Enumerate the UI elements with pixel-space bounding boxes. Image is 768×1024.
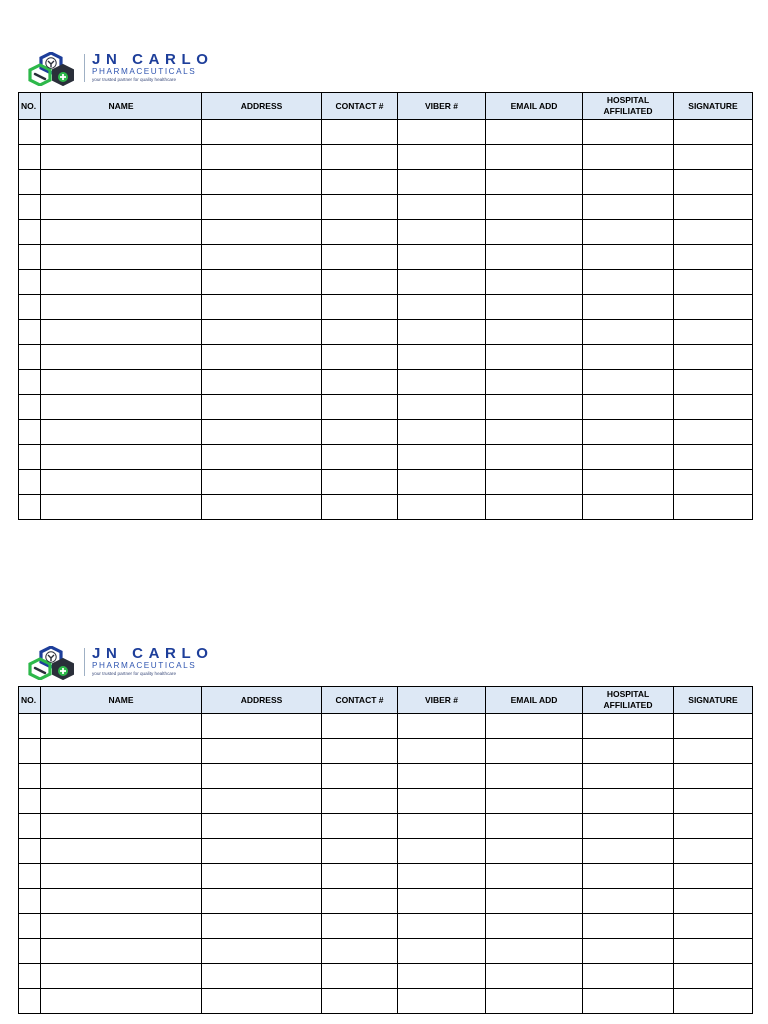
table-row <box>19 145 753 170</box>
cell-name[interactable] <box>41 739 202 764</box>
cell-signature[interactable] <box>674 864 753 889</box>
column-header-contact: CONTACT # <box>322 93 398 120</box>
cell-no[interactable] <box>19 220 41 245</box>
cell-address[interactable] <box>202 864 322 889</box>
cell-hospital[interactable] <box>583 395 674 420</box>
cell-name[interactable] <box>41 445 202 470</box>
column-header-viber: VIBER # <box>398 93 486 120</box>
column-header-address: ADDRESS <box>202 687 322 714</box>
cell-address[interactable] <box>202 245 322 270</box>
cell-no[interactable] <box>19 889 41 914</box>
table-row <box>19 789 753 814</box>
cell-signature[interactable] <box>674 789 753 814</box>
cell-signature[interactable] <box>674 939 753 964</box>
column-header-name: NAME <box>41 93 202 120</box>
cell-signature[interactable] <box>674 295 753 320</box>
cell-contact[interactable] <box>322 370 398 395</box>
cell-no[interactable] <box>19 814 41 839</box>
cell-signature[interactable] <box>674 964 753 989</box>
cell-address[interactable] <box>202 120 322 145</box>
cell-signature[interactable] <box>674 914 753 939</box>
attendance-table <box>18 92 753 520</box>
column-header-no: NO. <box>19 93 41 120</box>
logo-divider <box>84 54 85 82</box>
column-header-viber: VIBER # <box>398 687 486 714</box>
cell-viber[interactable] <box>398 445 486 470</box>
cell-viber[interactable] <box>398 295 486 320</box>
table-row <box>19 839 753 864</box>
cell-name[interactable] <box>41 964 202 989</box>
cell-hospital[interactable] <box>583 839 674 864</box>
table-row <box>19 195 753 220</box>
cell-hospital[interactable] <box>583 445 674 470</box>
cell-viber[interactable] <box>398 964 486 989</box>
cell-address[interactable] <box>202 220 322 245</box>
cell-viber[interactable] <box>398 170 486 195</box>
cell-contact[interactable] <box>322 739 398 764</box>
cell-email[interactable] <box>486 320 583 345</box>
cell-hospital[interactable] <box>583 220 674 245</box>
cell-name[interactable] <box>41 345 202 370</box>
cell-email[interactable] <box>486 220 583 245</box>
cell-contact[interactable] <box>322 989 398 1014</box>
table-row <box>19 270 753 295</box>
cell-viber[interactable] <box>398 739 486 764</box>
cell-signature[interactable] <box>674 220 753 245</box>
cell-viber[interactable] <box>398 864 486 889</box>
cell-no[interactable] <box>19 839 41 864</box>
table-row <box>19 170 753 195</box>
table-row <box>19 964 753 989</box>
cell-address[interactable] <box>202 739 322 764</box>
cell-viber[interactable] <box>398 764 486 789</box>
cell-signature[interactable] <box>674 320 753 345</box>
cell-name[interactable] <box>41 764 202 789</box>
attendance-table <box>18 686 753 1014</box>
table-row <box>19 989 753 1014</box>
cell-no[interactable] <box>19 270 41 295</box>
cell-name[interactable] <box>41 814 202 839</box>
table-body <box>19 120 753 520</box>
cell-contact[interactable] <box>322 270 398 295</box>
cell-signature[interactable] <box>674 120 753 145</box>
cell-contact[interactable] <box>322 395 398 420</box>
cell-address[interactable] <box>202 195 322 220</box>
table-row <box>19 495 753 520</box>
column-header-no: NO. <box>19 687 41 714</box>
cell-contact[interactable] <box>322 120 398 145</box>
cell-contact[interactable] <box>322 195 398 220</box>
cell-address[interactable] <box>202 939 322 964</box>
cell-email[interactable] <box>486 245 583 270</box>
cell-signature[interactable] <box>674 989 753 1014</box>
cell-no[interactable] <box>19 939 41 964</box>
cell-no[interactable] <box>19 495 41 520</box>
cell-name[interactable] <box>41 939 202 964</box>
cell-email[interactable] <box>486 345 583 370</box>
cell-signature[interactable] <box>674 714 753 739</box>
cell-no[interactable] <box>19 170 41 195</box>
cell-email[interactable] <box>486 789 583 814</box>
cell-viber[interactable] <box>398 120 486 145</box>
table-row <box>19 764 753 789</box>
cell-hospital[interactable] <box>583 170 674 195</box>
cell-address[interactable] <box>202 170 322 195</box>
column-header-signature: SIGNATURE <box>674 687 753 714</box>
cell-viber[interactable] <box>398 914 486 939</box>
cell-no[interactable] <box>19 989 41 1014</box>
cell-address[interactable] <box>202 789 322 814</box>
cell-signature[interactable] <box>674 470 753 495</box>
table-row <box>19 345 753 370</box>
column-header-name: NAME <box>41 687 202 714</box>
cell-signature[interactable] <box>674 145 753 170</box>
cell-no[interactable] <box>19 145 41 170</box>
company-tagline: your trusted partner for quality healthcare <box>92 76 177 82</box>
cell-contact[interactable] <box>322 420 398 445</box>
cell-address[interactable] <box>202 914 322 939</box>
company-division: PHARMACEUTICALS <box>92 67 197 76</box>
cell-hospital[interactable] <box>583 495 674 520</box>
cell-email[interactable] <box>486 889 583 914</box>
cell-name[interactable] <box>41 120 202 145</box>
cell-name[interactable] <box>41 245 202 270</box>
table-row <box>19 395 753 420</box>
cell-no[interactable] <box>19 864 41 889</box>
column-header-email: EMAIL ADD <box>486 687 583 714</box>
cell-viber[interactable] <box>398 145 486 170</box>
cell-viber[interactable] <box>398 320 486 345</box>
cell-contact[interactable] <box>322 145 398 170</box>
cell-viber[interactable] <box>398 245 486 270</box>
cell-no[interactable] <box>19 320 41 345</box>
cell-address[interactable] <box>202 989 322 1014</box>
cell-no[interactable] <box>19 764 41 789</box>
cell-hospital[interactable] <box>583 939 674 964</box>
cell-viber[interactable] <box>398 370 486 395</box>
cell-address[interactable] <box>202 345 322 370</box>
cell-name[interactable] <box>41 170 202 195</box>
cell-address[interactable] <box>202 714 322 739</box>
cell-contact[interactable] <box>322 170 398 195</box>
cell-email[interactable] <box>486 939 583 964</box>
cell-email[interactable] <box>486 420 583 445</box>
cell-address[interactable] <box>202 470 322 495</box>
cell-contact[interactable] <box>322 864 398 889</box>
cell-contact[interactable] <box>322 320 398 345</box>
cell-address[interactable] <box>202 270 322 295</box>
cell-no[interactable] <box>19 914 41 939</box>
table-row <box>19 420 753 445</box>
table-row <box>19 864 753 889</box>
cell-address[interactable] <box>202 395 322 420</box>
company-tagline: your trusted partner for quality healthcare <box>92 670 177 676</box>
cell-viber[interactable] <box>398 889 486 914</box>
cell-name[interactable] <box>41 145 202 170</box>
table-row <box>19 445 753 470</box>
cell-signature[interactable] <box>674 445 753 470</box>
cell-address[interactable] <box>202 370 322 395</box>
cell-contact[interactable] <box>322 839 398 864</box>
cell-hospital[interactable] <box>583 989 674 1014</box>
cell-viber[interactable] <box>398 789 486 814</box>
table-row <box>19 245 753 270</box>
cell-no[interactable] <box>19 964 41 989</box>
cell-contact[interactable] <box>322 889 398 914</box>
cell-viber[interactable] <box>398 270 486 295</box>
cell-hospital[interactable] <box>583 964 674 989</box>
cell-name[interactable] <box>41 195 202 220</box>
cell-name[interactable] <box>41 914 202 939</box>
column-header-contact: CONTACT # <box>322 687 398 714</box>
cell-address[interactable] <box>202 964 322 989</box>
cell-address[interactable] <box>202 295 322 320</box>
cell-signature[interactable] <box>674 495 753 520</box>
table-row <box>19 120 753 145</box>
cell-no[interactable] <box>19 470 41 495</box>
cell-contact[interactable] <box>322 495 398 520</box>
cell-hospital[interactable] <box>583 889 674 914</box>
cell-email[interactable] <box>486 839 583 864</box>
cell-signature[interactable] <box>674 814 753 839</box>
cell-hospital[interactable] <box>583 864 674 889</box>
cell-address[interactable] <box>202 445 322 470</box>
column-header-signature: SIGNATURE <box>674 93 753 120</box>
cell-email[interactable] <box>486 989 583 1014</box>
column-header-hospital: HOSPITAL AFFILIATED <box>583 687 674 714</box>
cell-hospital[interactable] <box>583 345 674 370</box>
cell-no[interactable] <box>19 445 41 470</box>
cell-hospital[interactable] <box>583 739 674 764</box>
cell-address[interactable] <box>202 495 322 520</box>
company-logo <box>26 50 226 90</box>
cell-email[interactable] <box>486 295 583 320</box>
hexagon-cluster-logo-icon <box>26 52 82 86</box>
cell-signature[interactable] <box>674 270 753 295</box>
cell-name[interactable] <box>41 220 202 245</box>
cell-no[interactable] <box>19 714 41 739</box>
cell-no[interactable] <box>19 395 41 420</box>
cell-name[interactable] <box>41 864 202 889</box>
cell-viber[interactable] <box>398 714 486 739</box>
cell-no[interactable] <box>19 789 41 814</box>
cell-contact[interactable] <box>322 939 398 964</box>
cell-hospital[interactable] <box>583 295 674 320</box>
cell-hospital[interactable] <box>583 914 674 939</box>
table-row <box>19 320 753 345</box>
cell-viber[interactable] <box>398 814 486 839</box>
cell-name[interactable] <box>41 889 202 914</box>
cell-viber[interactable] <box>398 939 486 964</box>
cell-name[interactable] <box>41 295 202 320</box>
table-row <box>19 914 753 939</box>
table-row <box>19 470 753 495</box>
cell-contact[interactable] <box>322 445 398 470</box>
cell-no[interactable] <box>19 739 41 764</box>
cell-viber[interactable] <box>398 345 486 370</box>
cell-name[interactable] <box>41 989 202 1014</box>
cell-signature[interactable] <box>674 395 753 420</box>
cell-hospital[interactable] <box>583 420 674 445</box>
cell-email[interactable] <box>486 395 583 420</box>
cell-viber[interactable] <box>398 220 486 245</box>
cell-no[interactable] <box>19 345 41 370</box>
table-row <box>19 295 753 320</box>
cell-contact[interactable] <box>322 964 398 989</box>
cell-email[interactable] <box>486 864 583 889</box>
cell-email[interactable] <box>486 270 583 295</box>
cell-hospital[interactable] <box>583 270 674 295</box>
cell-name[interactable] <box>41 420 202 445</box>
cell-hospital[interactable] <box>583 470 674 495</box>
cell-signature[interactable] <box>674 370 753 395</box>
column-header-hospital: HOSPITAL AFFILIATED <box>583 93 674 120</box>
cell-viber[interactable] <box>398 395 486 420</box>
cell-hospital[interactable] <box>583 764 674 789</box>
cell-name[interactable] <box>41 495 202 520</box>
cell-email[interactable] <box>486 120 583 145</box>
cell-hospital[interactable] <box>583 320 674 345</box>
table-body <box>19 714 753 1014</box>
cell-hospital[interactable] <box>583 714 674 739</box>
cell-name[interactable] <box>41 320 202 345</box>
cell-hospital[interactable] <box>583 370 674 395</box>
table-row <box>19 814 753 839</box>
cell-signature[interactable] <box>674 889 753 914</box>
cell-contact[interactable] <box>322 295 398 320</box>
cell-address[interactable] <box>202 764 322 789</box>
cell-email[interactable] <box>486 370 583 395</box>
cell-contact[interactable] <box>322 714 398 739</box>
cell-signature[interactable] <box>674 420 753 445</box>
cell-name[interactable] <box>41 714 202 739</box>
cell-email[interactable] <box>486 445 583 470</box>
cell-email[interactable] <box>486 495 583 520</box>
cell-no[interactable] <box>19 370 41 395</box>
cell-address[interactable] <box>202 320 322 345</box>
cell-signature[interactable] <box>674 245 753 270</box>
cell-hospital[interactable] <box>583 195 674 220</box>
cell-hospital[interactable] <box>583 789 674 814</box>
cell-contact[interactable] <box>322 470 398 495</box>
cell-contact[interactable] <box>322 345 398 370</box>
cell-no[interactable] <box>19 195 41 220</box>
cell-contact[interactable] <box>322 245 398 270</box>
cell-address[interactable] <box>202 145 322 170</box>
cell-signature[interactable] <box>674 170 753 195</box>
column-header-email: EMAIL ADD <box>486 93 583 120</box>
cell-no[interactable] <box>19 295 41 320</box>
table-row <box>19 739 753 764</box>
cell-name[interactable] <box>41 839 202 864</box>
cell-signature[interactable] <box>674 839 753 864</box>
cell-email[interactable] <box>486 170 583 195</box>
cell-email[interactable] <box>486 814 583 839</box>
cell-contact[interactable] <box>322 789 398 814</box>
cell-email[interactable] <box>486 145 583 170</box>
cell-contact[interactable] <box>322 764 398 789</box>
cell-contact[interactable] <box>322 914 398 939</box>
company-logo <box>26 644 226 684</box>
cell-viber[interactable] <box>398 470 486 495</box>
cell-contact[interactable] <box>322 220 398 245</box>
table-header-row <box>19 93 753 120</box>
company-name: JN CARLO <box>92 51 214 68</box>
cell-name[interactable] <box>41 470 202 495</box>
cell-name[interactable] <box>41 370 202 395</box>
cell-email[interactable] <box>486 739 583 764</box>
cell-viber[interactable] <box>398 420 486 445</box>
table-row <box>19 370 753 395</box>
cell-signature[interactable] <box>674 764 753 789</box>
cell-name[interactable] <box>41 395 202 420</box>
cell-email[interactable] <box>486 914 583 939</box>
cell-name[interactable] <box>41 789 202 814</box>
cell-address[interactable] <box>202 420 322 445</box>
table-header-row <box>19 687 753 714</box>
cell-hospital[interactable] <box>583 814 674 839</box>
company-division: PHARMACEUTICALS <box>92 661 197 670</box>
cell-hospital[interactable] <box>583 145 674 170</box>
cell-signature[interactable] <box>674 345 753 370</box>
cell-viber[interactable] <box>398 495 486 520</box>
logo-divider <box>84 648 85 676</box>
cell-hospital[interactable] <box>583 245 674 270</box>
cell-email[interactable] <box>486 195 583 220</box>
cell-viber[interactable] <box>398 839 486 864</box>
cell-signature[interactable] <box>674 739 753 764</box>
table-row <box>19 889 753 914</box>
cell-address[interactable] <box>202 814 322 839</box>
cell-name[interactable] <box>41 270 202 295</box>
column-header-address: ADDRESS <box>202 93 322 120</box>
cell-email[interactable] <box>486 764 583 789</box>
table-row <box>19 220 753 245</box>
cell-email[interactable] <box>486 714 583 739</box>
cell-contact[interactable] <box>322 814 398 839</box>
cell-no[interactable] <box>19 420 41 445</box>
cell-viber[interactable] <box>398 195 486 220</box>
table-row <box>19 939 753 964</box>
cell-viber[interactable] <box>398 989 486 1014</box>
cell-no[interactable] <box>19 245 41 270</box>
cell-email[interactable] <box>486 964 583 989</box>
cell-address[interactable] <box>202 839 322 864</box>
table-row <box>19 714 753 739</box>
hexagon-cluster-logo-icon <box>26 646 82 680</box>
cell-no[interactable] <box>19 120 41 145</box>
company-name: JN CARLO <box>92 645 214 662</box>
cell-address[interactable] <box>202 889 322 914</box>
cell-email[interactable] <box>486 470 583 495</box>
cell-signature[interactable] <box>674 195 753 220</box>
cell-hospital[interactable] <box>583 120 674 145</box>
